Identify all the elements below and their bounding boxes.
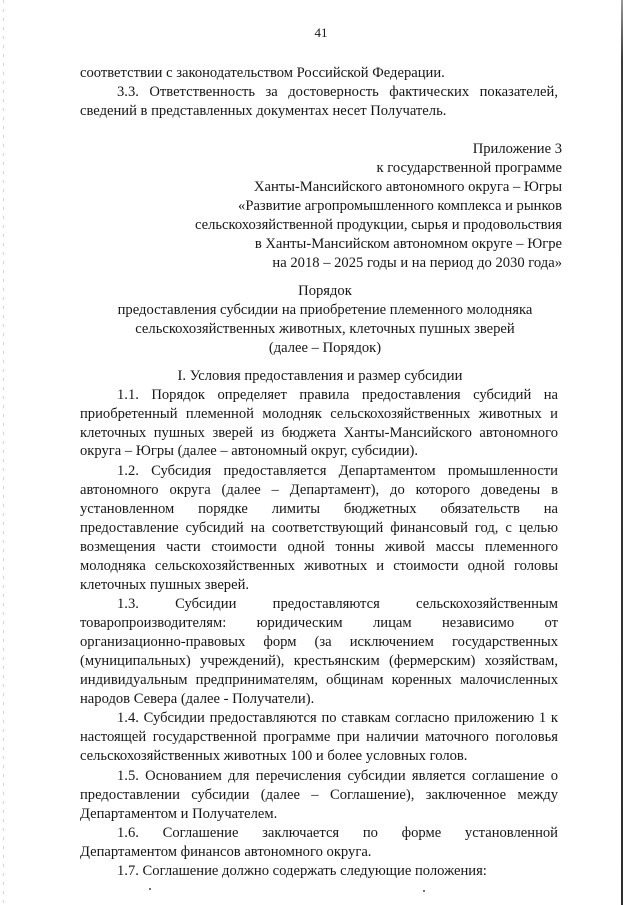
clause-1-2-line: молодняка сельскохозяйственных животных и стоимости одной головы bbox=[80, 558, 558, 574]
clause-1-2-line: возмещения части стоимости одной тонны живой массы племенного bbox=[80, 539, 558, 555]
scan-speck bbox=[423, 890, 425, 892]
clause-1-4-line: 1.4. Субсидии предоставляются по ставкам согласно приложению 1 к bbox=[117, 710, 558, 726]
appendix-header-line: в Ханты-Мансийском автономном округе – Югре bbox=[254, 236, 562, 252]
clause-3-3-line: сведений в представленных документах несет Получатель. bbox=[80, 103, 447, 119]
appendix-header-line: к государственной программе bbox=[376, 160, 562, 176]
scan-edge-left bbox=[3, 0, 4, 905]
clause-1-2-line: 1.2. Субсидия предоставляется Департаментом промышленности bbox=[117, 463, 558, 479]
clause-1-5-line: Департаментом и Получателем. bbox=[80, 806, 278, 822]
clause-1-2-line: автономного округа (далее – Департамент), до которого доведены в bbox=[80, 482, 558, 498]
clause-3-3-line: 3.3. Ответственность за достоверность фактических показателей, bbox=[117, 84, 558, 100]
document-title-line: Порядок bbox=[298, 283, 352, 299]
clause-1-3-line: индивидуальным предпринимателям, общинам коренных малочисленных bbox=[80, 672, 558, 688]
clause-1-3-line: 1.3. Субсидии предоставляются сельскохозяйственным bbox=[117, 596, 558, 612]
clause-1-7-line: 1.7. Соглашение должно содержать следующие положения: bbox=[117, 863, 487, 879]
clause-1-6-line: 1.6. Соглашение заключается по форме установленной bbox=[117, 825, 558, 841]
clause-1-2-line: установленном порядке лимиты бюджетных обязательств на bbox=[80, 501, 558, 517]
scan-speck bbox=[149, 888, 151, 890]
clause-1-4-line: настоящей государственной программе при наличии маточного поголовья bbox=[80, 729, 558, 745]
clause-1-5-line: 1.5. Основанием для перечисления субсидии является соглашение о bbox=[117, 768, 558, 784]
appendix-header-line: Приложение 3 bbox=[472, 141, 562, 157]
previous-section-line: соответствии с законодательством Российской Федерации. bbox=[80, 65, 445, 81]
appendix-header-line: сельскохозяйственной продукции, сырья и продовольствия bbox=[194, 217, 562, 233]
appendix-header-line: «Развитие агропромышленного комплекса и рынков bbox=[238, 198, 562, 214]
clause-1-1-line: 1.1. Порядок определяет правила предоставления субсидий на bbox=[117, 387, 558, 403]
clause-1-2-line: предоставление субсидий на соответствующий финансовый год, с целью bbox=[80, 520, 558, 536]
appendix-header-line: Ханты-Мансийского автономного округа – Югры bbox=[253, 179, 562, 195]
clause-1-1-line: клеточных пушных зверей из бюджета Ханты-Мансийского автономного bbox=[80, 425, 558, 441]
clause-1-6-line: Департаментом финансов автономного округа. bbox=[80, 844, 372, 860]
appendix-header-line: на 2018 – 2025 годы и на период до 2030 года» bbox=[272, 255, 562, 271]
document-title-line: сельскохозяйственных животных, клеточных пушных зверей bbox=[135, 321, 515, 337]
clause-1-2-line: клеточных пушных зверей. bbox=[80, 577, 250, 593]
document-title-line: (далее – Порядок) bbox=[268, 340, 382, 356]
clause-1-4-line: сельскохозяйственных животных 100 и более условных голов. bbox=[80, 748, 468, 764]
clause-1-3-line: товаропроизводителям: юридическим лицам независимо от bbox=[80, 615, 558, 631]
scan-edge-right bbox=[621, 0, 623, 905]
section-heading: I. Условия предоставления и размер субсидии bbox=[177, 368, 463, 384]
clause-1-1-line: округа – Югры (далее – автономный округ, субсидии). bbox=[80, 443, 419, 459]
clause-1-3-line: организационно-правовых форм (за исключением государственных bbox=[80, 634, 558, 650]
clause-1-1-line: приобретенный племенной молодняк сельскохозяйственных животных и bbox=[80, 406, 558, 422]
clause-1-3-line: народов Севера (далее - Получатели). bbox=[80, 691, 315, 707]
document-title-line: предоставления субсидии на приобретение племенного молодняка bbox=[117, 302, 533, 318]
page-number: 41 bbox=[314, 25, 328, 40]
clause-1-3-line: (муниципальных) учреждений), крестьянским (фермерским) хозяйствам, bbox=[80, 653, 558, 669]
clause-1-5-line: предоставлении субсидии (далее – Соглашение), заключенное между bbox=[80, 787, 558, 803]
